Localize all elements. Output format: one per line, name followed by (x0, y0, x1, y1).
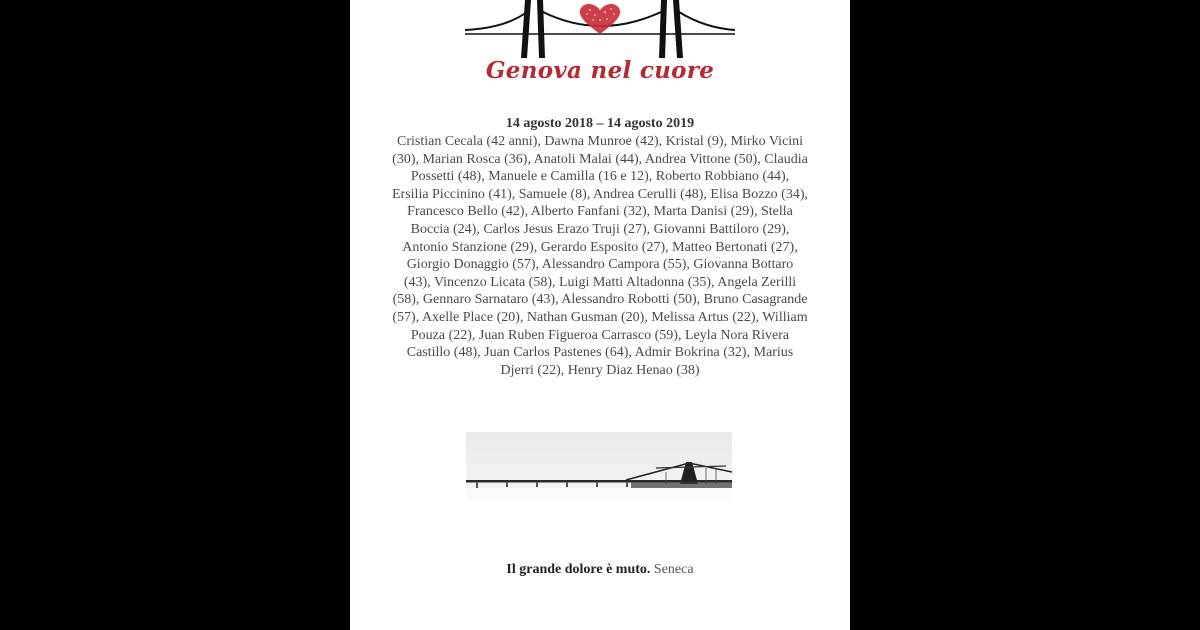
bridge-heart-logo (465, 0, 735, 60)
bridge-photo (466, 432, 732, 500)
brand-title: Genova nel cuore (485, 57, 715, 84)
memorial-dates: 14 agosto 2018 – 14 agosto 2019 (505, 116, 695, 131)
memorial-card (350, 0, 850, 630)
quote-author: Seneca (653, 562, 694, 577)
quote (350, 562, 850, 578)
victims-list: Cristian Cecala (42 anni), Dawna Munroe (42), Kristal (9), Mirko Vicini (30), Marian Rosca (36), Anatoli Malai (44), Andrea Vittone (50), Claudia Possetti (48), Manuele e Camilla (16 e 12), Roberto Robbiano (44), Ersilia Piccinino (41), Samuele (8), Andrea Cerulli (48), Elisa Bozzo (34), Francesco Bello (42), Alberto Fanfani (32), Marta Danisi (29), Stella Boccia (24), Carlos Jesus Erazo Truji (27), Giovanni Battiloro (29), Antonio Stanzione (29), Gerardo Esposito (27), Matteo Bertonati (27), Giorgio Donaggio (57), Alessandro Campora (55), Giovanna Bottaro (43), Vincenzo Licata (58), Luigi Matti Altadonna (35), Angela Zerilli (58), Gennaro Sarnataro (43), Alessandro Robotti (50), Bruno Casagrande (57), Axelle Place (20), Nathan Gusman (20), Melissa Artus (22), William Pouza (22), Juan Ruben Figueroa Carrasco (59), Leyla Nora Rivera Castillo (48), Juan Carlos Pastenes (64), Admir Bokrina (32), Marius Djerri (22), Henry Diaz Henao (38) (392, 134, 809, 378)
quote-text: Il grande dolore è muto. (506, 562, 651, 577)
